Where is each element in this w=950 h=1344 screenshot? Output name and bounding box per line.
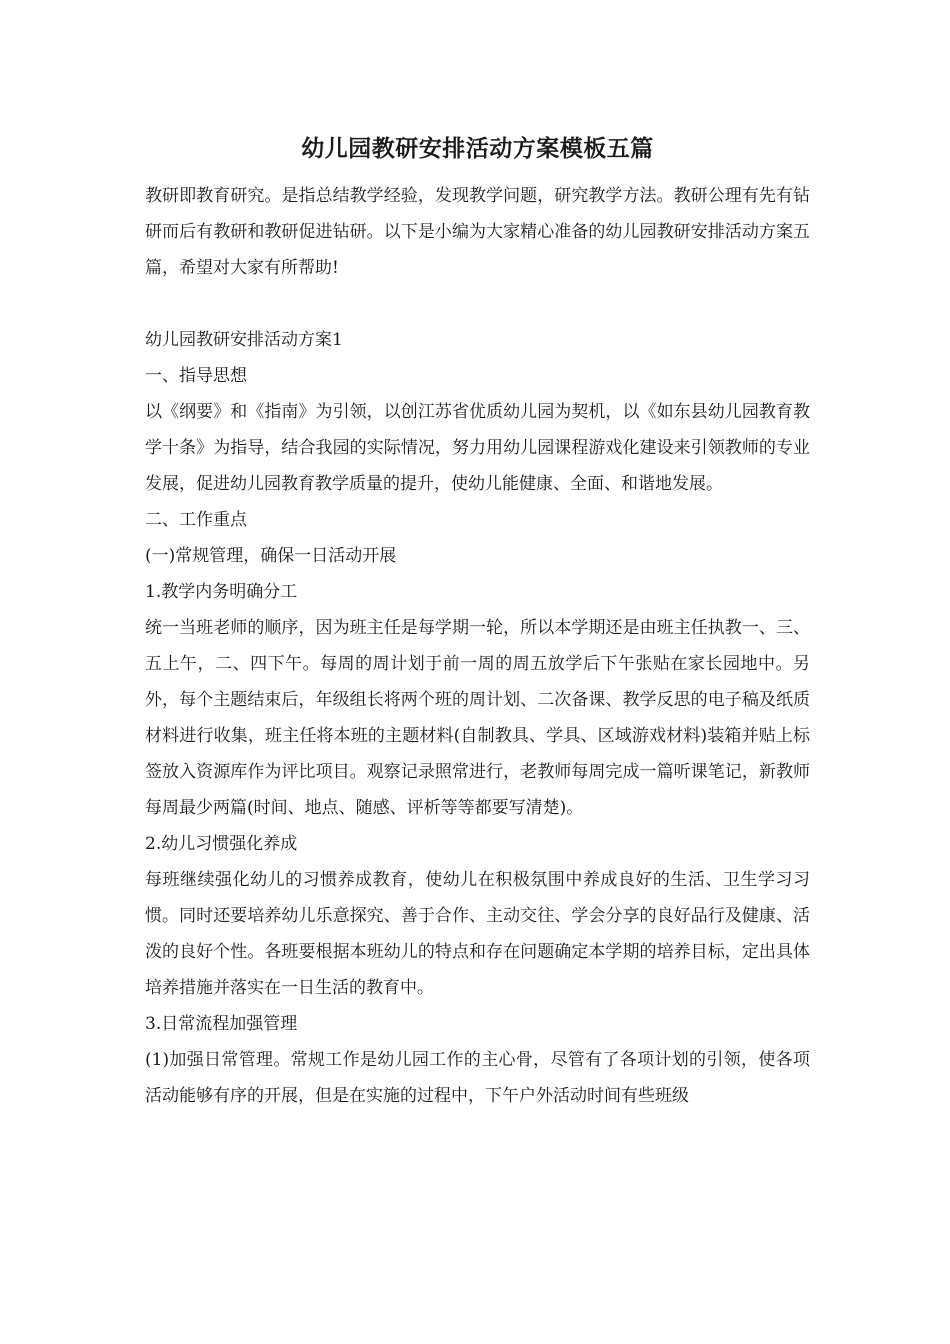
body-paragraph: 统一当班老师的顺序，因为班主任是每学期一轮，所以本学期还是由班主任执教一、三、五上午，二、四下午。每周的周计划于前一周的周五放学后下午张贴在家长园地中。另外，每个主题结束后，年级组长将两个班的周计划、二次备课、教学反思的电子稿及纸质材料进行收集，班主任将本班的主题材料(自制教具、学具、区域游戏材料)装箱并贴上标签放入资源库作为评比项目。观察记录照常进行，老教师每周完成一篇听课笔记，新教师每周最少两篇(时间、地点、随感、评析等等都要写清楚)。 bbox=[145, 618, 810, 818]
section-heading: 幼儿园教研安排活动方案1 bbox=[145, 330, 343, 350]
document-title: 幼儿园教研安排活动方案模板五篇 bbox=[301, 135, 654, 162]
body-section bbox=[145, 322, 810, 1114]
item-heading: 1.教学内务明确分工 bbox=[145, 582, 298, 602]
subsection-heading: (一)常规管理，确保一日活动开展 bbox=[145, 546, 397, 566]
item-heading: 2.幼儿习惯强化养成 bbox=[145, 834, 298, 854]
subsection-heading: 一、指导思想 bbox=[145, 366, 247, 386]
document-page bbox=[145, 128, 810, 1114]
intro-section bbox=[145, 178, 810, 286]
intro-paragraph: 教研即教育研究。是指总结教学经验，发现教学问题，研究教学方法。教研公理有先有钻研而后有教研和教研促进钻研。以下是小编为大家精心准备的幼儿园教研安排活动方案五篇，希望对大家有所帮助! bbox=[145, 186, 810, 278]
body-paragraph: (1)加强日常管理。常规工作是幼儿园工作的主心骨，尽管有了各项计划的引领，使各项活动能够有序的开展，但是在实施的过程中，下午户外活动时间有些班级 bbox=[145, 1050, 810, 1106]
subsection-heading: 二、工作重点 bbox=[145, 510, 247, 530]
body-paragraph: 以《纲要》和《指南》为引领，以创江苏省优质幼儿园为契机，以《如东县幼儿园教育教学十条》为指导，结合我园的实际情况，努力用幼儿园课程游戏化建设来引领教师的专业发展，促进幼儿园教育教学质量的提升，使幼儿能健康、全面、和谐地发展。 bbox=[145, 402, 810, 494]
item-heading: 3.日常流程加强管理 bbox=[145, 1014, 298, 1034]
body-paragraph: 每班继续强化幼儿的习惯养成教育，使幼儿在积极氛围中养成良好的生活、卫生学习习惯。同时还要培养幼儿乐意探究、善于合作、主动交往、学会分享的良好品行及健康、活泼的良好个性。各班要根据本班幼儿的特点和存在问题确定本学期的培养目标，定出具体培养措施并落实在一日生活的教育中。 bbox=[145, 870, 810, 998]
